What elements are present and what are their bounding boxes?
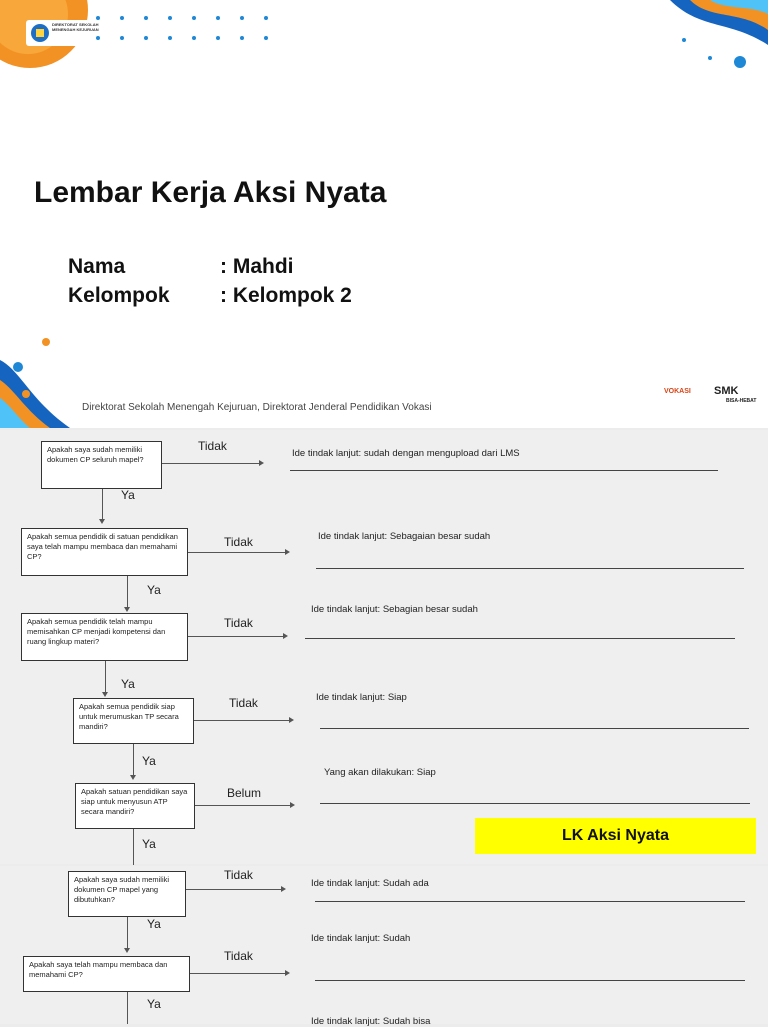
arrow-down [127,576,128,610]
arrow-right [195,805,293,806]
answer-line [290,470,718,471]
follow-up-idea: Ide tindak lanjut: sudah dengan mengupload dari LMS [292,448,520,459]
name-label: Nama [68,255,126,278]
no-label: Tidak [224,949,253,963]
yes-label: Ya [142,754,156,768]
answer-line [315,901,745,902]
follow-up-idea: Ide tindak lanjut: Sudah ada [311,878,429,889]
yes-label: Ya [147,583,161,597]
group-label: Kelompok [68,284,170,307]
no-label: Tidak [224,616,253,630]
question-box: Apakah saya sudah memiliki dokumen CP seluruh mapel? [41,441,162,489]
arrow-down [127,917,128,951]
name-value: : Mahdi [220,255,294,278]
no-label: Tidak [198,439,227,453]
no-label: Tidak [224,868,253,882]
arrow-right [190,973,288,974]
decor-bottom-left [0,330,90,428]
no-label: Tidak [224,535,253,549]
arrow-right [194,720,292,721]
question-box: Apakah saya telah mampu membaca dan memahami CP? [23,956,190,992]
arrow-right [186,889,284,890]
arrow-right [188,552,288,553]
follow-up-idea: Ide tindak lanjut: Sudah bisa [311,1016,431,1027]
answer-line [320,803,750,804]
follow-up-idea: Ide tindak lanjut: Sebagaian besar sudah [318,531,491,542]
follow-up-idea: Ide tindak lanjut: Sudah [311,933,411,944]
lk-aksi-nyata-badge: LK Aksi Nyata [475,818,756,854]
question-box: Apakah semua pendidik di satuan pendidikan saya telah mampu membaca dan memahami CP? [21,528,188,576]
answer-line [315,980,745,981]
vokasi-logo: VOKASI [664,388,691,395]
arrow-right [188,636,286,637]
follow-up-idea: Ide tindak lanjut: Siap [316,692,407,703]
group-value: : Kelompok 2 [220,284,352,307]
yes-label: Ya [142,837,156,851]
smk-logo-sub: BISA-HEBAT [726,398,757,404]
no-label: Tidak [229,696,258,710]
smk-logo: SMK [714,385,739,397]
page-title: Lembar Kerja Aksi Nyata [34,176,387,209]
follow-up-idea: Yang akan dilakukan: Siap [324,767,436,778]
question-box: Apakah satuan pendidikan saya siap untuk menyusun ATP secara mandiri? [75,783,195,829]
follow-up-idea: Ide tindak lanjut: Sebagian besar sudah [311,604,478,615]
ministry-logo-text: DIREKTORAT SEKOLAH MENENGAH KEJURUAN [52,22,99,32]
yes-label: Ya [147,997,161,1011]
question-box: Apakah semua pendidik siap untuk merumuskan TP secara mandiri? [73,698,194,744]
answer-line [305,638,735,639]
decor-top-right [640,0,768,80]
yes-label: Ya [147,917,161,931]
yes-label: Ya [121,488,135,502]
question-box: Apakah saya sudah memiliki dokumen CP mapel yang dibutuhkan? [68,871,186,917]
answer-line [320,728,749,729]
ministry-emblem-icon [30,23,50,43]
question-box: Apakah semua pendidik telah mampu memisahkan CP menjadi kompetensi dan ruang lingkup materi? [21,613,188,661]
arrow-down [102,489,103,522]
arrow-right [162,463,262,464]
no-label: Belum [227,786,262,800]
answer-line [316,568,744,569]
yes-label: Ya [121,677,135,691]
arrow-down [105,661,106,695]
cover-slide [0,0,768,428]
footer-text: Direktorat Sekolah Menengah Kejuruan, Direktorat Jenderal Pendidikan Vokasi [82,402,432,413]
connector-line [127,992,128,1024]
connector-line [133,829,134,865]
dot-grid-decor [95,14,275,44]
arrow-down [133,744,134,778]
